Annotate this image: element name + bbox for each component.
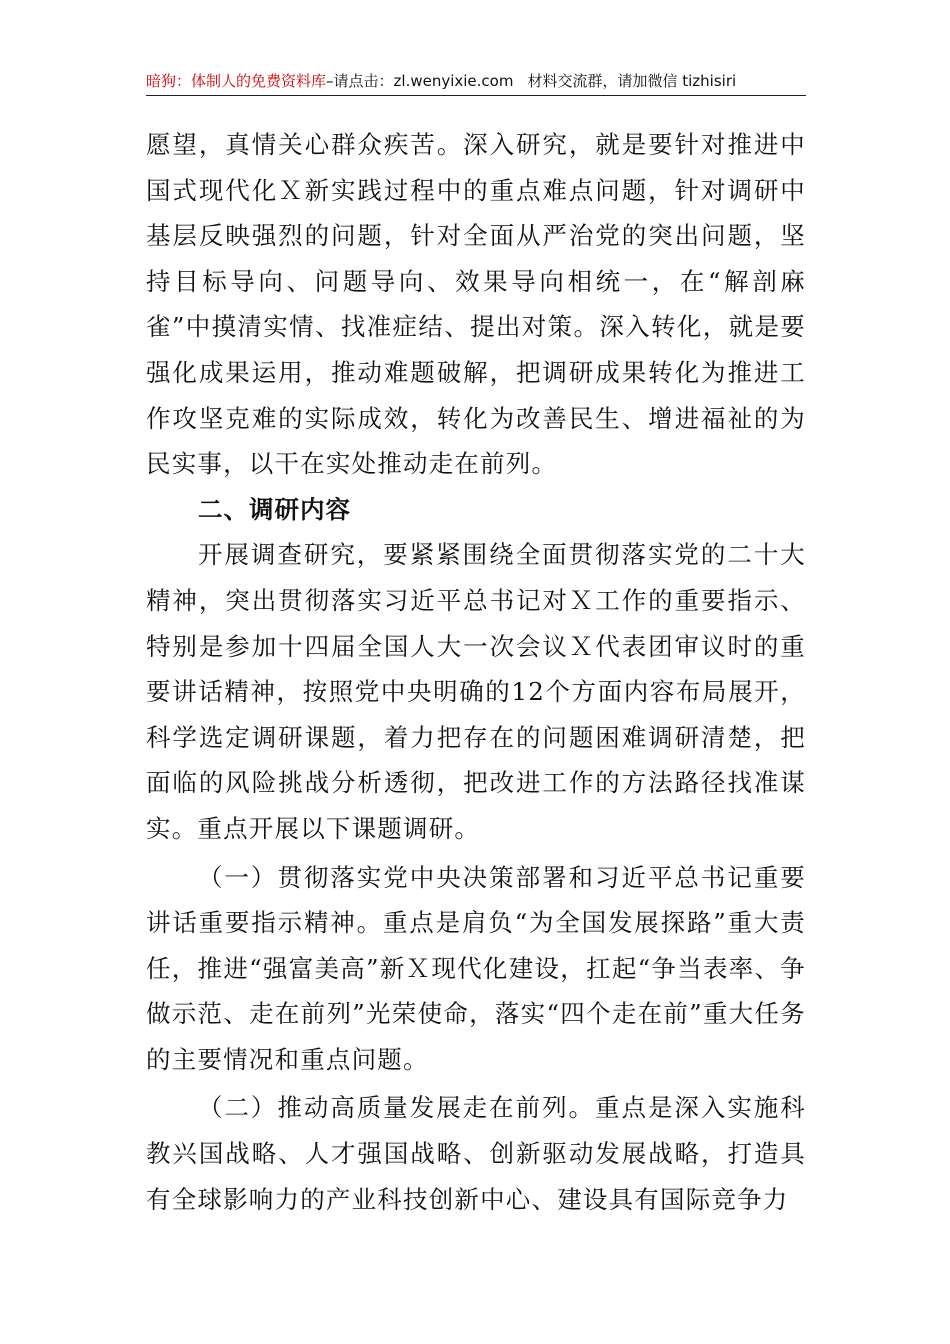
body-paragraph-item-2: （二）推动高质量发展走在前列。重点是深入实施科教兴国战略、人才强国战略、创新驱动发展战略，打造具有全球影响力的产业科技创新中心、建设具有国际竞争力 xyxy=(146,1093,806,1214)
header-url-link[interactable]: zl.wenyixie.com xyxy=(393,72,514,90)
header-group-text: 材料交流群，请加微信 tizhisiri xyxy=(527,72,737,90)
body-paragraph-item-1: （一）贯彻落实党中央决策部署和习近平总书记重要讲话重要指示精神。重点是肩负“为全国发展探路”重大责任，推进“强富美高”新Ｘ现代化建设，扛起“争当表率、争做示范、走在前列”光荣使命，落实“四个走在前”重大任务的主要情况和重点问题。 xyxy=(146,862,806,1074)
document-body xyxy=(146,122,806,1222)
header-brand: 暗狗：体制人的免费资料库 xyxy=(146,72,327,90)
body-paragraph-intro: 开展调查研究，要紧紧围绕全面贯彻落实党的二十大精神，突出贯彻落实习近平总书记对Ｘ工作的重要指示、特别是参加十四届全国人大一次会议Ｘ代表团审议时的重要讲话精神，按照党中央明确的12个方面内容布局展开，科学选定调研课题，着力把存在的问题困难调研清楚，把面临的风险挑战分析透彻，把改进工作的方法路径找准谋实。重点开展以下课题调研。 xyxy=(146,540,806,843)
body-paragraph-continued: 愿望，真情关心群众疾苦。深入研究，就是要针对推进中国式现代化Ｘ新实践过程中的重点难点问题，针对调研中基层反映强烈的问题，针对全面从严治党的突出问题，坚持目标导向、问题导向、效果导向相统一，在“解剖麻雀”中摸清实情、找准症结、提出对策。深入转化，就是要强化成果运用，推动难题破解，把调研成果转化为推进工作攻坚克难的实际成效，转化为改善民生、增进福祉的为民实事，以干在实处推动走在前列。 xyxy=(146,130,806,479)
page-header xyxy=(146,66,806,96)
header-divider xyxy=(146,95,806,96)
header-click-prefix: –请点击： xyxy=(326,72,394,90)
section-heading-research-content: 二、调研内容 xyxy=(198,494,351,524)
